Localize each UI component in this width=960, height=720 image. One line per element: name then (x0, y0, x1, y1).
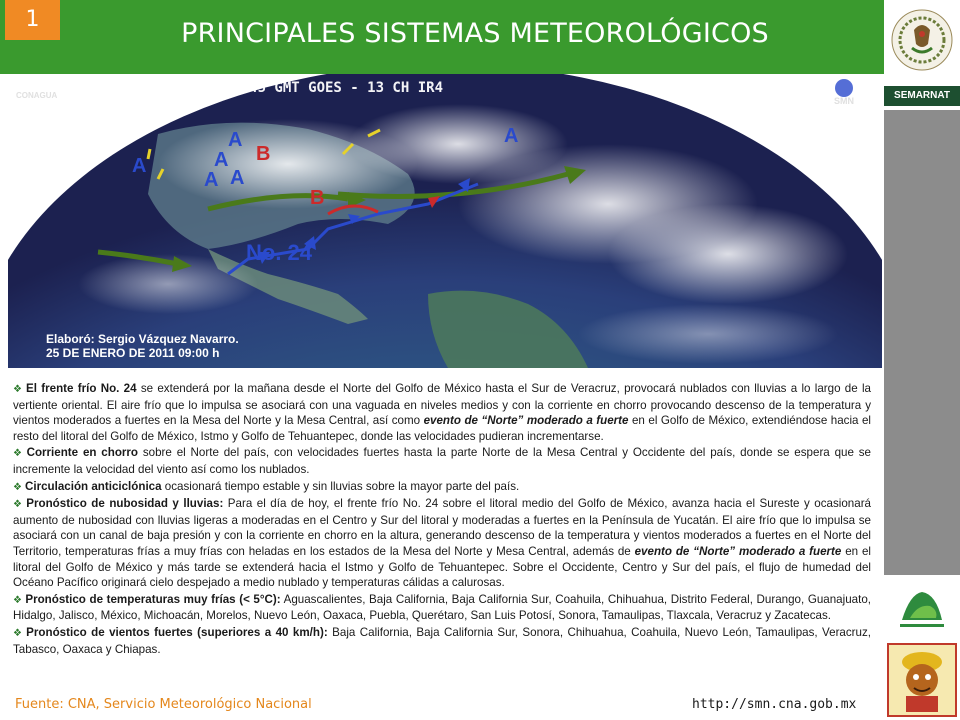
credit-line-1: Elaboró: Sergio Vázquez Navarro. (46, 332, 239, 346)
slide-number: 1 (5, 0, 60, 40)
high-pressure-label: A (214, 149, 229, 171)
paragraph-cloud-rain-forecast: ❖ Pronóstico de nubosidad y lluvias: Para el día de hoy, el frente frío No. 24 sobre el litoral medio del Golfo de México, avanza hacia el Sureste y ocasionará aumento de nubosidad con lluvias ligeras a moderadas en el Centro y Sur del litoral y moderadas a fuertes en la Península de Yucatán. El aire frío que lo impulsa se asociará con un canal de baja presión y con la corriente en chorro en la altura, generando descenso de la temperatura y vientos moderados a fuertes en el Norte del Territorio, temperaturas frías a muy frías con heladas en los estados de la Mesa del Norte y Mesa Central, además de evento de “Norte” moderado a fuerte en el litoral del Golfo de México y más tarde se extenderá hacia el Istmo y Golfo de Tehuantepec. Sobre el Occidente, Centro y Sur del país, el flujo de humedad del Océano Pacífico originará cielo despejado a medio nublado y temperaturas cálidas a calurosas. (13, 497, 871, 590)
semarnat-label: SEMARNAT (884, 86, 960, 106)
high-pressure-label: A (504, 125, 519, 147)
page-title: PRINCIPALES SISTEMAS METEOROLÓGICOS (181, 18, 769, 49)
forecast-text (13, 381, 871, 658)
diamond-bullet-icon: ❖ (13, 384, 24, 395)
mexico-coat-of-arms-logo (884, 0, 960, 80)
smn-logo: SMN (834, 96, 854, 106)
right-gray-band (884, 110, 960, 575)
low-pressure-label: B (310, 187, 325, 209)
paragraph-anticyclone: ❖ Circulación anticiclónica ocasionará tiempo estable y sin lluvias sobre la mayor parte del país. (13, 479, 520, 493)
paragraph-strong-winds: ❖ Pronóstico de vientos fuertes (superiores a 40 km/h): Baja California, Baja California Sur, Sonora, Chihuahua, Coahuila, Nuevo León, Tamaulipas, Veracruz, Tabasco, Oaxaca y Chiapas. (13, 625, 872, 656)
satellite-timestamp: 11/01/25 11:45 GMT GOES - 13 CH IR4 (148, 80, 444, 96)
front-label: No. 24 (246, 240, 313, 265)
diamond-bullet-icon: ❖ (13, 499, 24, 511)
satellite-map (8, 74, 882, 368)
forest-mascot-icon (884, 640, 960, 720)
conagua-logo: CONAGUA (16, 91, 58, 100)
diamond-bullet-icon: ❖ (13, 627, 24, 639)
satellite-credit (46, 332, 239, 360)
paragraph-cold-temperatures: ❖ Pronóstico de temperaturas muy frías (< 5°C): Aguascalientes, Baja California, Baja California Sur, Coahuila, Chihuahua, Distrito Federal, Durango, Guanajuato, Hidalgo, Jalisco, México, Michoacán, Morelos, Nuevo León, Oaxaca, Puebla, Querétaro, San Luis Potosí, Sonora, Tamaulipas, Tlaxcala, Veracruz y Zacatecas. (13, 592, 871, 623)
footer-source: Fuente: CNA, Servicio Meteorológico Nacional (15, 697, 312, 712)
diamond-bullet-icon: ❖ (13, 448, 24, 460)
high-pressure-label: A (230, 167, 245, 189)
high-pressure-label: A (204, 169, 219, 191)
diamond-bullet-icon: ❖ (13, 481, 22, 493)
satellite-image (8, 74, 882, 368)
low-pressure-label: B (256, 143, 271, 165)
high-pressure-label: A (228, 129, 243, 151)
high-pressure-label: A (132, 155, 147, 177)
paragraph-jet-stream: ❖ Corriente en chorro sobre el Norte del país, con velocidades fuertes hasta la parte Norte de la Mesa Central y Occidente del país, donde se espera que se incremente la velocidad del viento así como los nublados. (13, 446, 872, 476)
conafor-logo (890, 582, 954, 634)
paragraph-cold-front: ❖ El frente frío No. 24 se extenderá por la mañana desde el Norte del Golfo de México hasta el Sur de Veracruz, provocará nublados con lluvias a lo largo de la vertiente oriental. El aire frío que lo impulsa se asociará con una vaguada en niveles medios y con la corriente en chorro provocando descenso de la temperatura y vientos moderados a fuertes en la Mesa del Norte y la Mesa Central, así como evento de “Norte” moderado a fuerte en el Golfo de México, extendiéndose hacia el resto del litoral del Golfo de México, Istmo y Golfo de Tehuantepec, donde las velocidades pudieran incrementarse. (13, 382, 872, 443)
credit-line-2: 25 DE ENERO DE 2011 09:00 h (46, 346, 220, 360)
footer-url-link[interactable]: http://smn.cna.gob.mx (692, 697, 857, 712)
diamond-bullet-icon: ❖ (13, 594, 23, 606)
